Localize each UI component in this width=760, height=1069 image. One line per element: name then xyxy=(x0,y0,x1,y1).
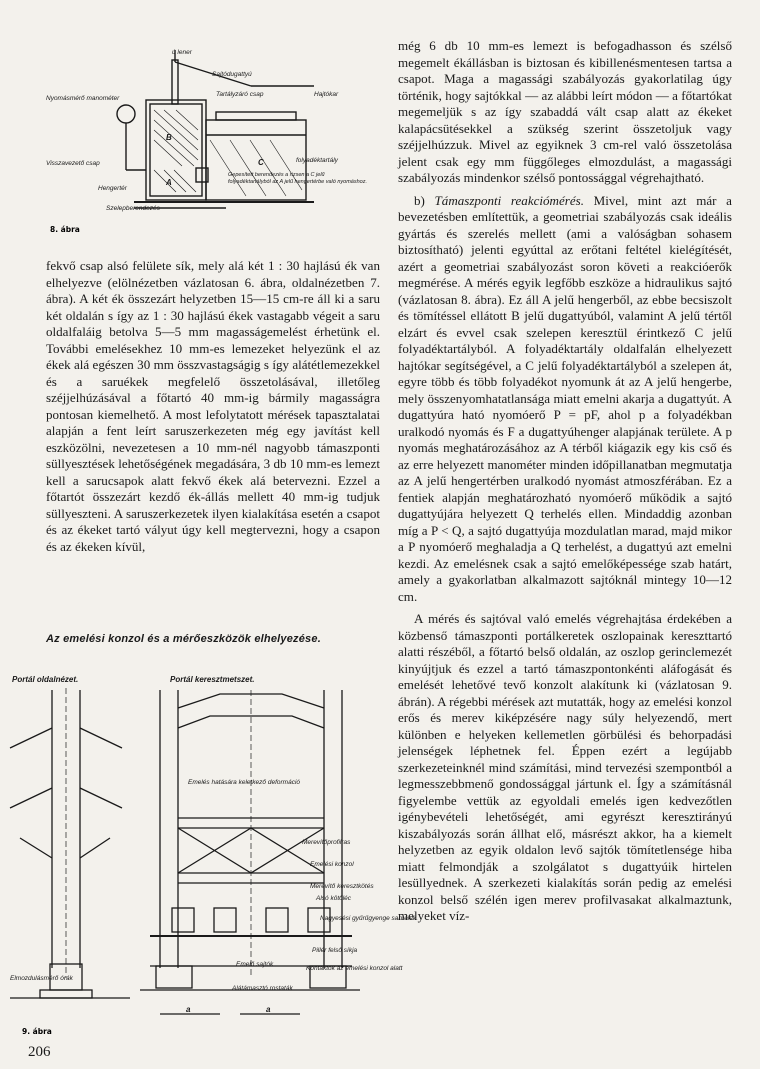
left-column xyxy=(46,258,380,555)
section-b-title: Támaszponti reakciómérés. xyxy=(434,192,584,208)
label-dim-a2: a xyxy=(266,1005,271,1014)
label-stiff-cross: Merevítő keresztkötés xyxy=(310,883,374,890)
label-gauge-arm: Elmozdulásmérő órák xyxy=(10,975,73,982)
figure8-note: Gepesített berendezés a rizsen a C jelű folyadéktartályból az A jelű hengertérbe való nyomáshoz. xyxy=(228,172,368,185)
label-deformation: Emelés hatására keletkező deformáció xyxy=(188,779,301,786)
label-control-points: Kontaktok az emelési konzol alatt xyxy=(306,965,403,972)
label-valve: Visszavezető csap xyxy=(46,160,100,167)
label-lift-console: Emelési konzol xyxy=(310,861,354,868)
label-lower-beam: Alsó kötőléc xyxy=(316,895,352,902)
label-cylinder: Hengertér xyxy=(98,185,127,192)
label-lever: ú lener xyxy=(172,49,192,56)
chamber-a-label: A xyxy=(166,178,172,187)
label-cross-section: Portál keresztmetszet. xyxy=(170,675,255,684)
label-side-view: Portál oldalnézet. xyxy=(12,675,79,684)
figure-8-hydraulic-jack xyxy=(46,40,380,240)
label-pillar-top: Pillér felső síkja xyxy=(312,947,358,954)
label-stiff-profile: Merevítőprofilras xyxy=(302,839,351,846)
label-dim-a: a xyxy=(186,1005,191,1014)
figure-8-caption: 8. ábra xyxy=(50,225,80,234)
figure-9-title: Az emelési konzol és a mérőeszközök elhelyezése. xyxy=(46,633,321,645)
label-tank-lid: Tartályzáró csap xyxy=(216,91,264,98)
right-paragraph-3: A mérés és sajtóval való emelés végrehajtása érdekében a közbenső támaszponti portálkeretek oszlopainak kereszttartó alatti részéből, a főtartó belső oldalán, az oszlop gerinclemezét kinyújtjuk és ezzel a tartó támaszpontonkénti aláfogását és emelését lehetővé tevő konzolt alakítunk ki (vázlatosan 9. ábrán). A régebbi mérések azt mutatták, hogy az emelési konzol erős és merev kiképzésére nagy súly helyezendő, mert különben e helyeken kellemetlen görbülési és behorpadási jelenségek léphetnek fel. Éppen ezért a legújabb szerkezeteinknél mind számítási, mind tervezési szempontból a legmesszebbmenő gondossággal jártunk el. Így a számításnál figyelembe vettük az egyoldali emelés igen kedvezőtlen igénybevételi lehetőségét, ami egyrészt keresztirányú kiszabályozás során állhat elő, másrészt akkor, ha a kiemelt helyzetben az egyik oldalon levő sajtók tömítetlensége hiba miatt felmondják a szolgálatot s dugattyúik hirtelen lesüllyednek. A szerkezeti kialakítás során pedig az emelési konzol belső szélén igen merev profilvasakat alkalmaztunk, melyeket víz- xyxy=(398,611,732,923)
chamber-b-label: B xyxy=(166,133,172,142)
right-paragraph-2-prefix: b) xyxy=(414,192,435,208)
label-frame: Szelepberendezés xyxy=(106,205,160,212)
page-number: 206 xyxy=(28,1044,51,1060)
label-support-rods: Alátámasztó rostaták xyxy=(232,985,293,992)
right-paragraph-1: még 6 db 10 mm-es lemezt is befogadhasson és szélső megemelt ékállásban is biztosan és kibillenésmentesen tartsa a csapot. Maga a magassági szabályozás gyakorlatilag úgy történik, hogy sajtókkal — az alábbi leírt módon — a főtartókat megemeljük s az így szabaddá vált csap alatt az ékeket kalapácsütésekkel a szükség szerint összetoljuk vagy széjjelhúzzuk. Mivel az egyiknek 3 cm-rel való összetolása jelent csak egy mm függőleges elmozdulást, a magassági szabályozás mindenkor szélső pontossággal végrehajtható. xyxy=(398,38,732,185)
label-hinge: Hajtókar xyxy=(314,91,339,98)
chamber-c-label: C xyxy=(258,158,264,167)
label-wheels: Nagyesési gyűrűgyenge saruélek xyxy=(320,915,417,922)
label-seal-ring: Sajtódugattyú xyxy=(212,71,252,78)
right-column xyxy=(398,38,732,925)
right-paragraph-2 xyxy=(398,193,732,606)
figure-9-lift-console xyxy=(10,668,417,1040)
left-paragraph-1: fekvő csap alsó felülete sík, mely alá két 1 : 30 hajlású ék van elhelyezve (elölnézetben vázlatosan 6. ábra, oldalnézetben 7. ábra). A két ék összezárt helyzetben 15—15 cm-re áll ki a saru két oldalán s így az 1 : 30 hajlású ékek vastagabb végeit a saru oldalfaláig betolva 5—5 mm magasságemelést érhetünk el. További emelésekhez 10 mm-es lemezeket helyezünk el az ékek alá egészen 30 mm összvastagságig s így alátétlemezekkel és a saruékek megfelelő összetolásával, illetőleg széjjelhúzásával a főtartó 40 mm-ig bármily magasságra pontosan kiemelhető. A most lefolytatott mérések tapasztalatai alapján a fent leírt saruszerkezeten még egy javítást kell eszközölni, nevezetesen a 10 mm-nél nagyobb támaszponti süllyesztések lehetőségének megadására, 3 db 10 mm-es lemezt kell a sarucsapok alatt fekvő ékek alá betervezni. Ezzel a főtartót összezárt kezdő ék-állás mellett 40 mm-ig tudjuk süllyeszteni. A saruszerkezetek ilyen kialakítása esetén a csapot és az ékeket tartó vályut úgy kell megtervezni, hogy a csapon és az ékeken kívül, xyxy=(46,258,380,554)
label-jacks: Emelő sajtók xyxy=(236,961,274,968)
label-container: folyadéktartály xyxy=(296,157,338,164)
figure-9-caption: 9. ábra xyxy=(22,1027,52,1036)
right-paragraph-2-body: Mivel, mint azt már a bevezetésben említettük, a geometriai szabályozás csak ideális gyártás és szerelés mellett (ami a valóságban sohasem biztosítható) jelenti egyúttal az erőtani feltétel kielégítését, azért a geometriai szabályozást soron követi a reakcióerők megmérése. A mérés egyik legfőbb eszköze a hidraulikus sajtó (vázlatosan 8. ábra). Ez áll A jelű hengerből, az ebbe becsiszolt és tömítéssel ellátott B jelű dugattyúból, valamint A jelű tértől elzárt és evvel csak szelepen keresztül érintkező C jelű folyadéktartályból. A folyadéktartály oldalfalán elhelyezett hajtókar segítségével, a C jelű folyadéktartályból a szelepen át, egyre több és több folyadékot nyomunk át az A jelű hengerbe, mely összenyomhatatlansága miatt emelni akarja a dugattyút. A dugattyúra ható nyomóerő P = pF, ahol p a folyadékban uralkodó nyomás és F a dugattyúhenger alapjának területe. A p nyomás meghatározásához az A térből kiágazik egy kis cső és az erre helyezett manométer minden időpillanatban megmutatja az A jelű hengertérben uralkodó nyomást atmoszférában. Ez a fentiek alapján meghatározható nyomóerő működik a sajtó dugattyújára helyezett Q terhelés ellen. Mindaddig azonban míg a P < Q, a sajtó dugattyúja mozdulatlan marad, majd mikor a P nyomóerő meghaladja a Q terhelést, a dugattyú azt emelni kezdi. Az emelésnek csak a sajtó emelőképessége szab határt, amely a gyakorlatban alkalmazott sajtóknál mintegy 10—12 cm. xyxy=(398,192,732,604)
label-gauge: Nyomásmérő manométer xyxy=(46,95,120,102)
